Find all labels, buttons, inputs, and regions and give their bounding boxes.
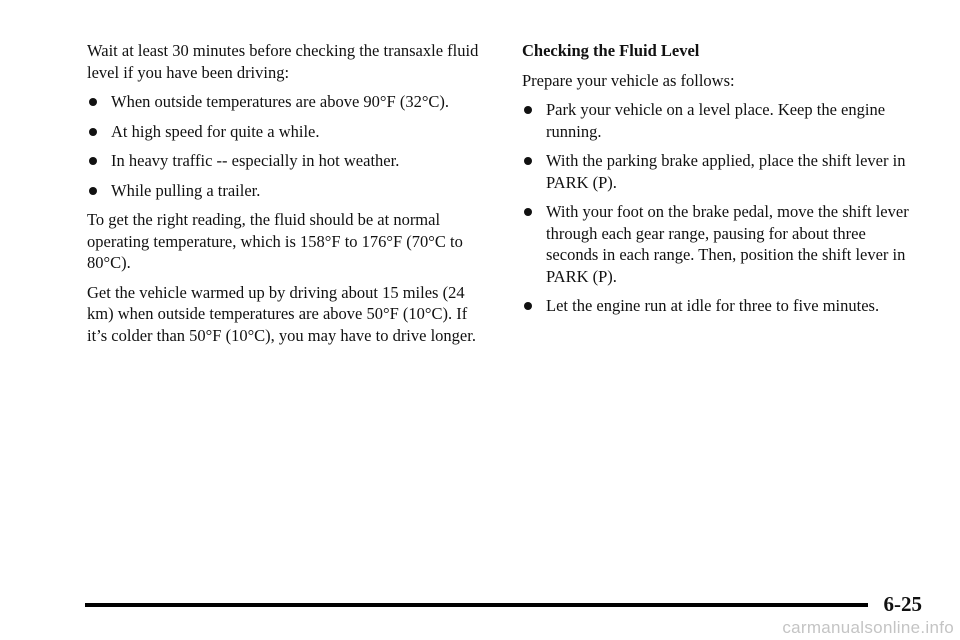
warm-up-paragraph: Get the vehicle warmed up by driving about 15 miles (24 km) when outside temperatures are above 50°F (10°C). If it’s colder than 50°F (10°C), you may have to drive longer. (87, 282, 476, 345)
list-item-text: Let the engine run at idle for three to five minutes. (546, 296, 880, 315)
bullet-icon (524, 302, 532, 310)
bullet-icon (524, 208, 532, 216)
list-item (522, 295, 922, 317)
left-intro-paragraph: Wait at least 30 minutes before checking the transaxle fluid level if you have been driving: (87, 41, 479, 82)
bullet-icon (524, 157, 532, 165)
list-item (522, 99, 922, 142)
list-item-text: With your foot on the brake pedal, move the shift lever through each gear range, pausing for about three seconds in each range. Then, position the shift lever in PARK (P). (546, 202, 909, 286)
right-column (522, 40, 922, 325)
list-item-text: With the parking brake applied, place the shift lever in PARK (P). (546, 151, 906, 192)
footer-rule (85, 603, 868, 607)
list-item-text: While pulling a trailer. (111, 180, 261, 200)
page-number: 6-25 (883, 592, 922, 616)
list-item-text: Park your vehicle on a level place. Keep the engine running. (546, 100, 886, 141)
watermark: carmanualsonline.info (782, 618, 954, 637)
bullet-icon (524, 106, 532, 114)
bullet-icon (89, 157, 97, 165)
list-item-text: When outside temperatures are above 90°F (32°C). (111, 92, 450, 111)
bullet-icon (89, 128, 97, 136)
bullet-icon (89, 187, 97, 195)
right-intro-paragraph: Prepare your vehicle as follows: (522, 70, 735, 90)
section-heading: Checking the Fluid Level (522, 41, 700, 60)
list-item-text: At high speed for quite a while. (111, 121, 320, 141)
list-item (522, 150, 922, 193)
left-column (87, 40, 482, 354)
list-item (522, 201, 922, 287)
list-item (87, 150, 482, 172)
operating-temperature-paragraph: To get the right reading, the fluid should be at normal operating temperature, which is 158°F to 176°F (70°C to 80°C). (87, 210, 463, 272)
left-bullet-list (87, 91, 482, 201)
list-item-text: In heavy traffic -- especially in hot weather. (111, 151, 400, 170)
right-bullet-list (522, 99, 922, 317)
list-item (87, 121, 482, 143)
list-item (87, 180, 482, 202)
list-item (87, 91, 482, 113)
bullet-icon (89, 98, 97, 106)
